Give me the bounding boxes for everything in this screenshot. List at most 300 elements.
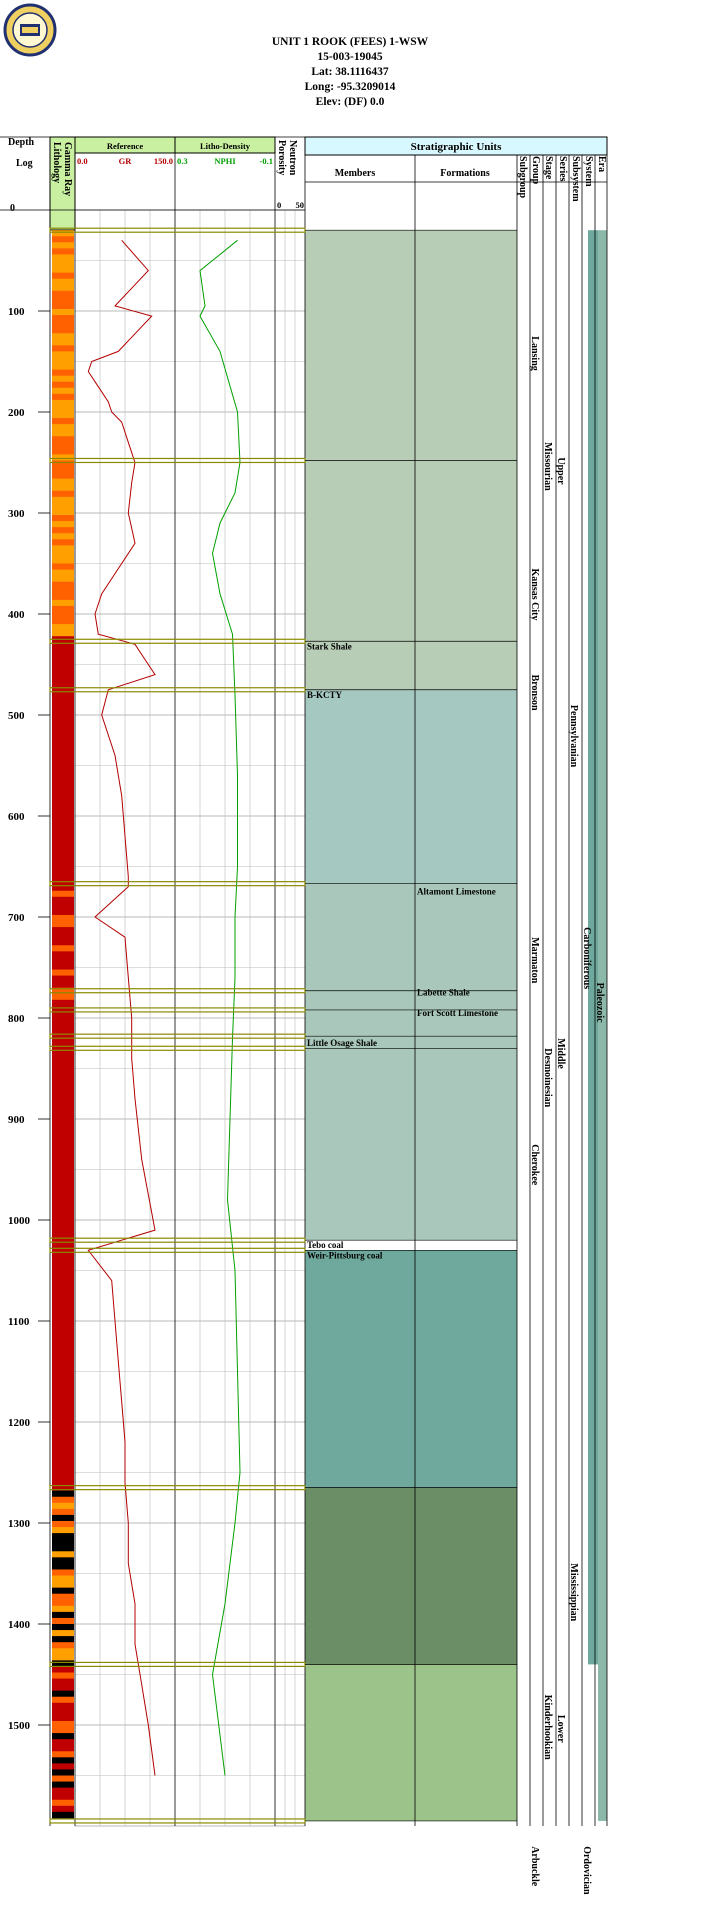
lith-seg-1286 (52, 1509, 74, 1516)
lithology-column (52, 230, 74, 1818)
lith-seg-374 (52, 588, 74, 595)
group-label-1: Kansas City (529, 568, 540, 621)
lith-seg-26 (52, 236, 74, 243)
lith-seg-554 (52, 770, 74, 777)
lith-seg-1178 (52, 1400, 74, 1407)
lith-seg-140 (52, 351, 74, 358)
lith-seg-1358 (52, 1582, 74, 1589)
lith-seg-908 (52, 1127, 74, 1134)
lith-seg-800 (52, 1018, 74, 1025)
lith-seg-548 (52, 763, 74, 770)
neutron-title: Neutron (287, 140, 298, 176)
series-title: Series (557, 156, 568, 182)
lith-seg-620 (52, 836, 74, 843)
lith-seg-338 (52, 551, 74, 558)
top-line-4 (50, 882, 305, 886)
lith-seg-1388 (52, 1612, 74, 1619)
lith-seg-734 (52, 951, 74, 958)
lith-seg-872 (52, 1091, 74, 1098)
lith-seg-1028 (52, 1248, 74, 1255)
lith-seg-254 (52, 467, 74, 474)
top-line-8 (50, 1046, 305, 1050)
lith-seg-644 (52, 860, 74, 867)
top-line-7 (50, 1034, 305, 1038)
lith-seg-242 (52, 454, 74, 461)
era-band (598, 230, 607, 1821)
top-line-5 (50, 989, 305, 993)
lith-seg-458 (52, 673, 74, 680)
well-api: 15-003-19045 (317, 51, 383, 63)
porosity-title: Porosity (276, 140, 287, 176)
lith-seg-782 (52, 1000, 74, 1007)
lith-seg-98 (52, 309, 74, 316)
gr-name-label: GR (118, 156, 132, 166)
depth-tick-100: 100 (8, 306, 25, 318)
depth-tick-800: 800 (8, 1013, 25, 1025)
top-line-6 (50, 1008, 305, 1012)
lith-seg-584 (52, 800, 74, 807)
lith-seg-1334 (52, 1557, 74, 1564)
lith-seg-656 (52, 873, 74, 880)
lith-seg-566 (52, 782, 74, 789)
lith-seg-62 (52, 273, 74, 280)
lith-seg-1196 (52, 1418, 74, 1425)
lith-seg-716 (52, 933, 74, 940)
lith-seg-350 (52, 564, 74, 571)
lith-seg-818 (52, 1036, 74, 1043)
lith-seg-56 (52, 267, 74, 274)
lith-seg-206 (52, 418, 74, 425)
lith-seg-704 (52, 921, 74, 928)
depth-tick-1000: 1000 (8, 1215, 30, 1227)
lith-seg-296 (52, 509, 74, 516)
top-line-1 (50, 458, 305, 462)
group-title: Group (530, 156, 541, 185)
lith-seg-1220 (52, 1442, 74, 1449)
lith-seg-1118 (52, 1339, 74, 1346)
lith-seg-176 (52, 388, 74, 395)
lith-seg-950 (52, 1170, 74, 1177)
lith-seg-302 (52, 515, 74, 522)
lith-seg-1052 (52, 1273, 74, 1280)
gr-min-label: 0.0 (77, 156, 88, 166)
lith-seg-1232 (52, 1454, 74, 1461)
lith-seg-1268 (52, 1491, 74, 1498)
lith-seg-212 (52, 424, 74, 431)
formation-label-2: Fort Scott Limestone (417, 1007, 498, 1018)
lith-seg-1448 (52, 1672, 74, 1679)
system-label-1: Ordovician (581, 1846, 592, 1895)
lith-seg-596 (52, 812, 74, 819)
lith-seg-896 (52, 1115, 74, 1122)
lith-seg-1142 (52, 1363, 74, 1370)
lith-seg-602 (52, 818, 74, 825)
depth-tick-1200: 1200 (8, 1417, 30, 1429)
lith-seg-326 (52, 539, 74, 546)
lith-seg-764 (52, 982, 74, 989)
lith-seg-284 (52, 497, 74, 504)
era-title: Era (596, 156, 607, 173)
lith-seg-128 (52, 339, 74, 346)
lith-seg-1484 (52, 1709, 74, 1716)
lith-seg-902 (52, 1121, 74, 1128)
lith-seg-1478 (52, 1703, 74, 1710)
lith-seg-44 (52, 254, 74, 261)
stage-title: Stage (543, 156, 554, 180)
lith-seg-1202 (52, 1424, 74, 1431)
series-label-1: Middle (555, 1038, 566, 1069)
lith-seg-842 (52, 1060, 74, 1067)
lith-seg-1136 (52, 1357, 74, 1364)
lith-seg-122 (52, 333, 74, 340)
lith-seg-1310 (52, 1533, 74, 1540)
lith-seg-1454 (52, 1679, 74, 1686)
lith-seg-1190 (52, 1412, 74, 1419)
lith-seg-920 (52, 1139, 74, 1146)
lith-seg-1394 (52, 1618, 74, 1625)
lith-seg-1274 (52, 1497, 74, 1504)
lith-seg-1244 (52, 1466, 74, 1473)
lith-seg-608 (52, 824, 74, 831)
depth-tick-700: 700 (8, 912, 25, 924)
lith-seg-1586 (52, 1812, 74, 1819)
lith-seg-236 (52, 448, 74, 455)
lith-seg-1088 (52, 1309, 74, 1316)
lith-seg-308 (52, 521, 74, 528)
lith-seg-1538 (52, 1763, 74, 1770)
lith-seg-926 (52, 1145, 74, 1152)
lith-seg-146 (52, 357, 74, 364)
series-label-0: Upper (555, 457, 566, 485)
lith-seg-578 (52, 794, 74, 801)
lith-seg-1160 (52, 1382, 74, 1389)
depth-title: Depth (8, 137, 35, 148)
well-name: UNIT 1 ROOK (FEES) 1-WSW (271, 36, 429, 48)
gr-max-label: 150.0 (153, 156, 173, 166)
depth-tick-1400: 1400 (8, 1619, 30, 1631)
lith-seg-1532 (52, 1757, 74, 1764)
litho-density-title: Litho-Density (199, 141, 251, 151)
lith-seg-344 (52, 557, 74, 564)
lith-seg-998 (52, 1218, 74, 1225)
lith-seg-1442 (52, 1666, 74, 1673)
lith-seg-1472 (52, 1697, 74, 1704)
formation-label-1: Labette Shale (417, 987, 470, 998)
lith-seg-260 (52, 473, 74, 480)
top-line-2 (50, 639, 305, 643)
lith-seg-158 (52, 370, 74, 377)
lith-seg-1424 (52, 1648, 74, 1655)
lith-seg-332 (52, 545, 74, 552)
lith-seg-1508 (52, 1733, 74, 1740)
stage-label-0: Missourian (542, 442, 553, 491)
lith-seg-518 (52, 733, 74, 740)
lith-seg-722 (52, 939, 74, 946)
lith-seg-1550 (52, 1776, 74, 1783)
lith-seg-572 (52, 788, 74, 795)
lith-seg-1502 (52, 1727, 74, 1734)
lith-seg-1010 (52, 1230, 74, 1237)
nphi-name-label: NPHI (214, 156, 236, 166)
member-label-1: B-KCTY (307, 689, 343, 700)
lith-seg-1340 (52, 1563, 74, 1570)
lith-seg-200 (52, 412, 74, 419)
lith-seg-992 (52, 1212, 74, 1219)
stage-label-1: Desmoinesian (542, 1048, 553, 1108)
lith-seg-650 (52, 867, 74, 874)
top-line-0 (50, 228, 305, 232)
lith-seg-368 (52, 582, 74, 589)
depth-tick-1300: 1300 (8, 1518, 30, 1530)
lith-seg-440 (52, 654, 74, 661)
lith-seg-1418 (52, 1642, 74, 1649)
lith-seg-1058 (52, 1279, 74, 1286)
lith-seg-698 (52, 915, 74, 922)
lith-seg-1256 (52, 1479, 74, 1486)
lith-seg-1580 (52, 1806, 74, 1813)
lith-seg-218 (52, 430, 74, 437)
lith-seg-1226 (52, 1448, 74, 1455)
lith-seg-1292 (52, 1515, 74, 1522)
lith-seg-32 (52, 242, 74, 249)
lith-seg-1412 (52, 1636, 74, 1643)
depth-tick-200: 200 (8, 407, 25, 419)
lith-seg-1238 (52, 1460, 74, 1467)
lith-seg-356 (52, 570, 74, 577)
system-title: System (583, 156, 594, 187)
lith-seg-1166 (52, 1388, 74, 1395)
lith-seg-1064 (52, 1285, 74, 1292)
lith-seg-1304 (52, 1527, 74, 1534)
lith-seg-1520 (52, 1745, 74, 1752)
lith-seg-674 (52, 891, 74, 898)
lith-seg-278 (52, 491, 74, 498)
lith-seg-614 (52, 830, 74, 837)
lith-seg-806 (52, 1024, 74, 1031)
lith-seg-104 (52, 315, 74, 322)
nphi-min-label: 0.3 (177, 156, 188, 166)
depth-tick-300: 300 (8, 508, 25, 520)
group-label-2: Bronson (529, 674, 540, 711)
nphi-max-label: -0.1 (259, 156, 273, 166)
group-label-3: Marmaton (529, 937, 540, 984)
formations-title: Formations (440, 168, 490, 179)
series-label-2: Lower (555, 1714, 566, 1743)
lith-seg-956 (52, 1176, 74, 1183)
lith-seg-20 (52, 230, 74, 237)
lith-seg-932 (52, 1151, 74, 1158)
depth-tick-1500: 1500 (8, 1720, 30, 1732)
lith-seg-386 (52, 600, 74, 607)
lith-seg-1466 (52, 1691, 74, 1698)
lith-seg-152 (52, 364, 74, 371)
lith-seg-1148 (52, 1369, 74, 1376)
log-title: Log (16, 158, 33, 169)
lith-seg-50 (52, 261, 74, 268)
lith-seg-1316 (52, 1539, 74, 1546)
lith-seg-824 (52, 1042, 74, 1049)
lith-seg-1568 (52, 1794, 74, 1801)
lith-seg-230 (52, 442, 74, 449)
lith-seg-1106 (52, 1327, 74, 1334)
formation-label-0: Altamont Limestone (417, 886, 496, 897)
system-label-0: Carboniferous (581, 927, 592, 990)
lith-seg-1214 (52, 1436, 74, 1443)
lith-seg-914 (52, 1133, 74, 1140)
lith-seg-1496 (52, 1721, 74, 1728)
lith-seg-1346 (52, 1569, 74, 1576)
lith-seg-1400 (52, 1624, 74, 1631)
lith-seg-314 (52, 527, 74, 534)
lith-seg-962 (52, 1182, 74, 1189)
lith-seg-1070 (52, 1291, 74, 1298)
lith-seg-836 (52, 1054, 74, 1061)
lith-seg-938 (52, 1157, 74, 1164)
lith-seg-488 (52, 703, 74, 710)
lith-seg-1094 (52, 1315, 74, 1322)
lith-seg-1208 (52, 1430, 74, 1437)
top-line-9 (50, 1238, 305, 1242)
lith-seg-626 (52, 842, 74, 849)
lithology-title: Lithology (51, 142, 62, 184)
depth-tick-600: 600 (8, 811, 25, 823)
lith-seg-416 (52, 630, 74, 637)
lith-seg-290 (52, 503, 74, 510)
strat-units-title: Stratigraphic Units (410, 141, 502, 153)
lith-seg-740 (52, 957, 74, 964)
lith-seg-512 (52, 727, 74, 734)
lith-seg-686 (52, 903, 74, 910)
lith-seg-1040 (52, 1260, 74, 1267)
lith-seg-710 (52, 927, 74, 934)
lith-seg-974 (52, 1194, 74, 1201)
lith-seg-728 (52, 945, 74, 952)
subsystem-label-1: Mississippian (568, 1563, 579, 1622)
lith-seg-116 (52, 327, 74, 334)
lith-seg-506 (52, 721, 74, 728)
top-line-13 (50, 1819, 305, 1823)
lith-seg-890 (52, 1109, 74, 1116)
lith-seg-986 (52, 1206, 74, 1213)
depth-tick-1100: 1100 (8, 1316, 30, 1328)
lith-seg-884 (52, 1103, 74, 1110)
lith-seg-590 (52, 806, 74, 813)
lith-seg-1100 (52, 1321, 74, 1328)
lith-seg-1298 (52, 1521, 74, 1528)
well-latitude: Lat: 38.1116437 (311, 66, 389, 78)
lith-seg-224 (52, 436, 74, 443)
lith-seg-1430 (52, 1654, 74, 1661)
reference-title: Reference (106, 141, 144, 151)
lith-seg-1004 (52, 1224, 74, 1231)
lith-seg-812 (52, 1030, 74, 1037)
lith-seg-1574 (52, 1800, 74, 1807)
lith-seg-1322 (52, 1545, 74, 1552)
lith-seg-500 (52, 715, 74, 722)
por-max-label: 50 (295, 200, 304, 210)
lith-seg-134 (52, 345, 74, 352)
lith-seg-68 (52, 279, 74, 286)
lith-seg-272 (52, 485, 74, 492)
lith-seg-524 (52, 739, 74, 746)
well-elevation: Elev: (DF) 0.0 (315, 96, 385, 108)
stage-label-2: Kinderhookian (542, 1694, 553, 1760)
lith-seg-92 (52, 303, 74, 310)
top-line-3 (50, 688, 305, 692)
lith-seg-1382 (52, 1606, 74, 1613)
lith-seg-536 (52, 751, 74, 758)
lith-seg-530 (52, 745, 74, 752)
lith-seg-1490 (52, 1715, 74, 1722)
member-label-0: Stark Shale (307, 641, 352, 652)
lith-seg-1280 (52, 1503, 74, 1510)
lith-seg-848 (52, 1066, 74, 1073)
lith-seg-632 (52, 848, 74, 855)
group-label-4: Cherokee (529, 1144, 540, 1186)
members-title: Members (334, 168, 376, 179)
member-label-3: Tebo coal (307, 1240, 344, 1251)
lith-seg-1184 (52, 1406, 74, 1413)
lith-seg-980 (52, 1200, 74, 1207)
lith-seg-1406 (52, 1630, 74, 1637)
lith-seg-494 (52, 709, 74, 716)
lith-seg-1082 (52, 1303, 74, 1310)
strat-band-5 (305, 1664, 517, 1821)
era-label-0: Paleozoic (594, 982, 605, 1023)
strat-band-1 (305, 690, 517, 884)
lith-seg-194 (52, 406, 74, 413)
lith-seg-680 (52, 897, 74, 904)
group-label-5: Arbuckle (529, 1846, 540, 1887)
lith-seg-1460 (52, 1685, 74, 1692)
lith-seg-320 (52, 533, 74, 540)
lith-seg-776 (52, 994, 74, 1001)
top-line-12 (50, 1662, 305, 1666)
well-longitude: Long: -95.3209014 (304, 81, 396, 93)
lith-seg-464 (52, 679, 74, 686)
lith-seg-188 (52, 400, 74, 407)
lith-seg-86 (52, 297, 74, 304)
lith-seg-1370 (52, 1594, 74, 1601)
strat-band-3 (305, 1250, 517, 1487)
lith-seg-80 (52, 291, 74, 298)
lith-seg-752 (52, 970, 74, 977)
lith-seg-182 (52, 394, 74, 401)
lith-seg-1544 (52, 1769, 74, 1776)
lith-seg-1046 (52, 1266, 74, 1273)
por-min-label: 0 (277, 200, 282, 210)
lith-seg-1328 (52, 1551, 74, 1558)
lith-seg-248 (52, 460, 74, 467)
subsystem-label-0: Pennsylvanian (568, 704, 579, 768)
depth-tick-500: 500 (8, 710, 25, 722)
lith-seg-398 (52, 612, 74, 619)
gamma-ray-title: Gamma Ray (62, 142, 73, 197)
lith-seg-110 (52, 321, 74, 328)
top-line-11 (50, 1486, 305, 1490)
lith-seg-446 (52, 660, 74, 667)
lith-seg-746 (52, 963, 74, 970)
member-label-4: Weir-Pittsburg coal (307, 1250, 383, 1261)
lith-seg-692 (52, 909, 74, 916)
lith-seg-830 (52, 1048, 74, 1055)
lith-seg-74 (52, 285, 74, 292)
subsystem-title: Subsystem (570, 156, 581, 202)
lith-seg-1034 (52, 1254, 74, 1261)
strat-band-4 (305, 1488, 517, 1665)
lith-seg-1154 (52, 1376, 74, 1383)
lith-seg-164 (52, 376, 74, 383)
